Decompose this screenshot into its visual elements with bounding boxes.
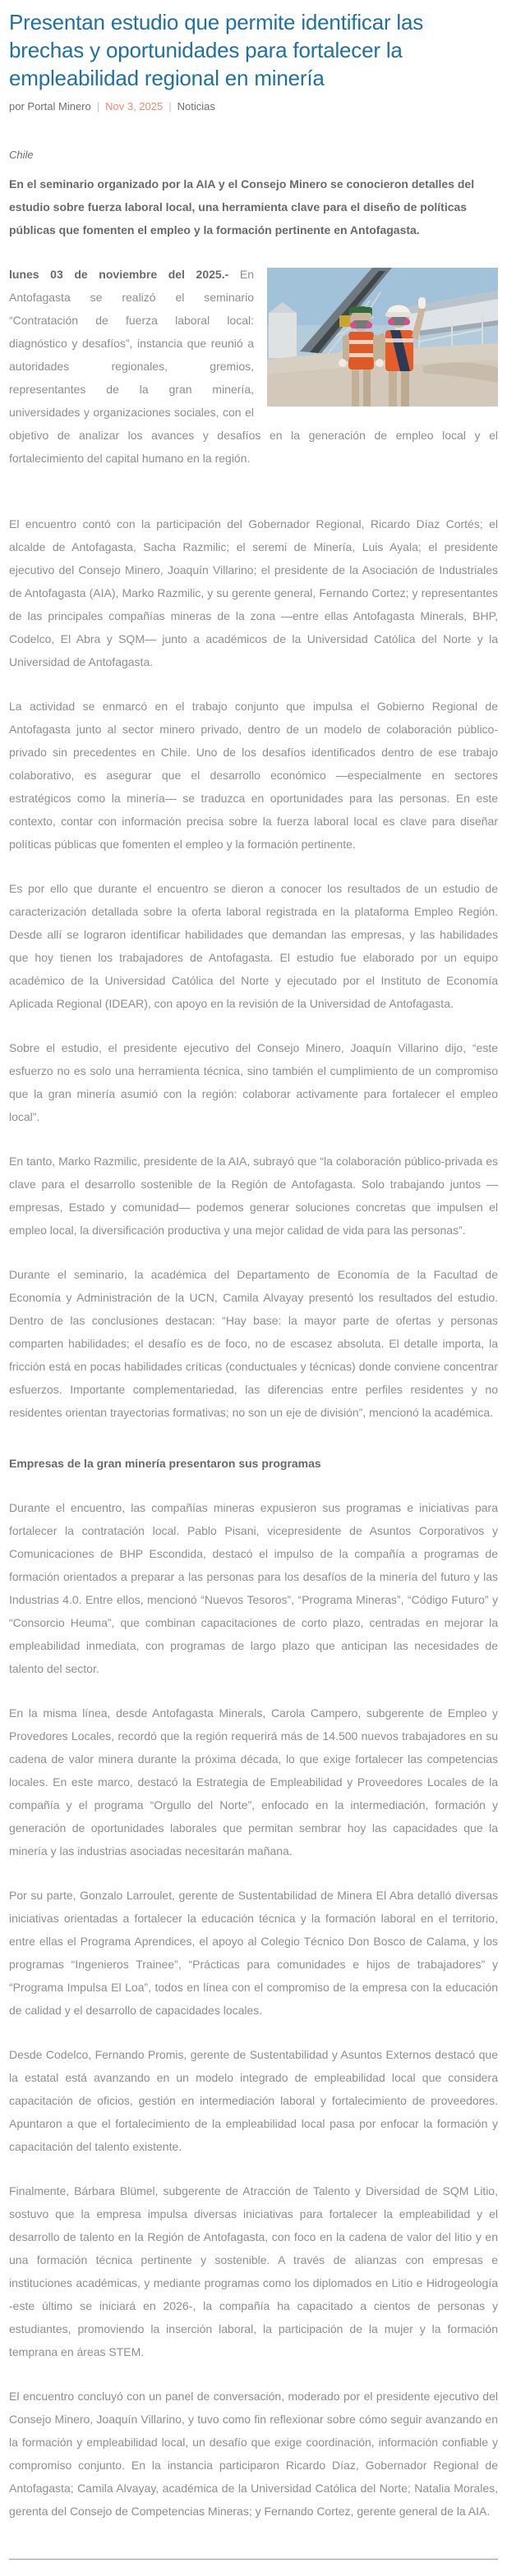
- first-paragraph-block: [9, 263, 498, 491]
- paragraph: El encuentro contó con la participación del Gobernador Regional, Ricardo Díaz Cortés; el alcalde de Antofagasta, Sacha Razmilic; el seremi de Minería, Luis Ayala; el presidente ejecutivo del Consejo Minero, Joaquín Villarino; el presidente de la Asociación de Industriales de Antofagasta (AIA), Marko Razmilic, y su gerente general, Fernando Cortez; y representantes de las principales compañías mineras de la zona —entre ellas Antofagasta Minerals, BHP, Codelco, El Abra y SQM— junto a académicos de la Universidad Católica del Norte y la Universidad de Antofagasta.: [9, 517, 498, 668]
- location-label: Chile: [9, 149, 34, 161]
- paragraph-text: En Antofagasta se realizó el seminario “Contratación de fuerza laboral local: diagnóstico y desafíos”, instancia que reunió a autoridades regionales, gremios, representantes de la gran minería, universidades y organizaciones sociales, con el objetivo de analizar los avances y desafíos en la generación de empleo local y el fortalecimiento del capital humano en la región.: [9, 268, 498, 465]
- paragraph: El encuentro concluyó con un panel de conversación, moderado por el presidente ejecutivo del Consejo Minero, Joaquín Villarino, y tuvo como fin reflexionar sobre cómo seguir avanzando en la formación y empleabilidad local, un desafío que exige coordinación, información confiable y compromiso conjunto. En la instancia participaron Ricardo Díaz, Gobernador Regional de Antofagasta; Camila Alvayay, académica de la Universidad Católica del Norte; Natalia Morales, gerenta del Consejo de Competencias Mineras; y Fernando Cortez, gerente general de la AIA.: [9, 2390, 498, 2518]
- paragraph: En tanto, Marko Razmilic, presidente de la AIA, subrayó que “la colaboración público-privada es clave para el desarrollo sostenible de la Región de Antofagasta. Solo trabajando juntos —empresas, Estado y comunidad— podemos generar soluciones concretas que impulsen el empleo local, la diversificación productiva y una mejor calidad de vida para las personas”.: [9, 1155, 498, 1237]
- paragraph: La actividad se enmarcó en el trabajo conjunto que impulsa el Gobierno Regional de Antofagasta junto al sector minero privado, dentro de un modelo de colaboración público-privado sin precedentes en Chile. Uno de los desafíos identificados dentro de ese trabajo colaborativo, es asegurar que el desarrollo económico —especialmente en sectores estratégicos como la minería— se traduzca en oportunidades para las personas. En este contexto, contar con información precisa sobre la fuerza laboral local es clave para diseñar políticas públicas que fomenten el empleo y la formación pertinente.: [9, 700, 498, 851]
- byline: [9, 100, 498, 112]
- byline-separator: |: [96, 100, 100, 112]
- paragraph: En la misma línea, desde Antofagasta Minerals, Carola Campero, subgerente de Empleo y Provedores Locales, recordó que la región requerirá más de 14.500 nuevos trabajadores en su cadena de valor minera durante la próxima década, lo que exige fortalecer las competencias locales. En este marco, destacó la Estrategia de Empleabilidad y Proveedores Locales de la compañía y el programa “Orgullo del Norte”, enfocado en la intermediación, formación y generación de oportunidades laborales que permitan sembrar hoy las capacidades que la minería y las industrias asociadas necesitarán mañana.: [9, 1706, 498, 1857]
- paragraph: Por su parte, Gonzalo Larroulet, gerente de Sustentabilidad de Minera El Abra detalló diversas iniciativas orientadas a fortalecer la educación técnica y la formación laboral en el territorio, entre ellas el Programa Aprendices, el apoyo al Colegio Técnico Don Bosco de Calama, y los programas “Ingenieros Trainee”, “Prácticas para comunidades e hijos de trabajadores” y “Programa Impulsa El Loa”, todos en línea con el compromiso de la empresa con la educación de calidad y el desarrollo de capacidades locales.: [9, 1889, 498, 2017]
- category-link[interactable]: Noticias: [177, 100, 215, 112]
- paragraph: Durante el seminario, la académica del Departamento de Economía de la Facultad de Economía y Administración de la UCN, Camila Alvayay presentó los resultados del estudio. Dentro de las conclusiones destacan: “Hay base: la mayor parte de ofertas y personas comparten habilidades; el desafío es de foco, no de escasez absoluta. El detalle importa, la fricción está en pocas habilidades críticas (conductuales y técnicas) donde conviene concentrar esfuerzos. Importante complementariedad, las diferencias entre perfiles residentes y no residentes orientan trayectorias formativas; no son un eje de división”, mencionó la académica.: [9, 1268, 498, 1419]
- article-photo: [267, 268, 498, 406]
- dateline: lunes 03 de noviembre del 2025.-: [9, 268, 229, 281]
- article-lead: En el seminario organizado por la AIA y el Consejo Minero se conocieron detalles del estudio sobre fuerza laboral local, una herramienta clave para el diseño de políticas públicas que fomenten el empleo y la formación pertinente en Antofagasta.: [9, 177, 475, 236]
- publish-date: Nov 3, 2025: [105, 100, 164, 112]
- paragraph: Desde Codelco, Fernando Promis, gerente de Sustentabilidad y Asuntos Externos destacó que la estatal está avanzando en un modelo integrado de empleabilidad local que considera capacitación de oficios, gestión en intermediación laboral y fortalecimiento de proveedores. Apuntaron a que el fortalecimiento de la empleabilidad local pasa por enfocar la formación y capacitación del talento existente.: [9, 2048, 498, 2153]
- paragraph: Finalmente, Bárbara Blümel, subgerente de Atracción de Talento y Diversidad de SQM Litio, sostuvo que la empresa impulsa diversas iniciativas para fortalecer la empleabilidad y el desarrollo de talento en la Región de Antofagasta, con foco en la cadena de valor del litio y en una formación técnica pertinente y sostenible. A través de alianzas con empresas e instituciones académicas, y mediante programas como los diplomados en Litio e Hidrogeología -este último se iniciará en 2026-, la compañía ha capacitado a cientos de personas y estudiantes, promoviendo la inserción laboral, la participación de la mujer y la formación temprana en áreas STEM.: [9, 2184, 498, 2358]
- paragraph: Sobre el estudio, el presidente ejecutivo del Consejo Minero, Joaquín Villarino dijo, “este esfuerzo no es solo una herramienta técnica, sino también el cumplimiento de un compromiso que la gran minería asumió con la región: colaborar activamente para fortalecer el empleo local”.: [9, 1041, 498, 1123]
- author-link[interactable]: Portal Minero: [27, 100, 91, 112]
- page-title: Presentan estudio que permite identificar las brechas y oportunidades para fortalecer la empleabilidad regional en minería: [9, 10, 424, 90]
- mine-workers-photo: [267, 268, 498, 406]
- paragraph: Es por ello que durante el encuentro se dieron a conocer los resultados de un estudio de caracterización detallada sobre la oferta laboral registrada en la plataforma Empleo Región. Desde allí se lograron identificar habilidades que demandan las empresas, y las habilidades que hoy tienen los trabajadores de Antofagasta. El estudio fue elaborado por un equipo académico de la Universidad Católica del Norte y ejecutado por el Instituto de Economía Aplicada Regional (IDEAR), con apoyo en la revisión de la Universidad de Antofagasta.: [9, 882, 498, 1010]
- article-content: [9, 149, 498, 2523]
- section-subheading: Empresas de la gran minería presentaron sus programas: [9, 1457, 321, 1470]
- bottom-divider: [9, 2559, 498, 2560]
- paragraph: Durante el encuentro, las compañías mineras expusieron sus programas e iniciativas para fortalecer la contratación local. Pablo Pisani, vicepresidente de Asuntos Corporativos y Comunicaciones de BHP Escondida, destacó el impulso de la compañía a programas de formación orientados a preparar a las personas para los desafíos de la minería del futuro y las Industrias 4.0. Entre ellos, mencionó “Nuevos Tesoros”, “Programa Mineras”, “Código Futuro” y “Consorcio Heuma”, que combinan capacitaciones de corto plazo, centradas en mejorar la empleabilidad inmediata, con programas de largo plazo que anticipan las necesidades de talento del sector.: [9, 1501, 498, 1675]
- byline-prefix: por: [9, 100, 25, 112]
- byline-separator: |: [168, 100, 172, 112]
